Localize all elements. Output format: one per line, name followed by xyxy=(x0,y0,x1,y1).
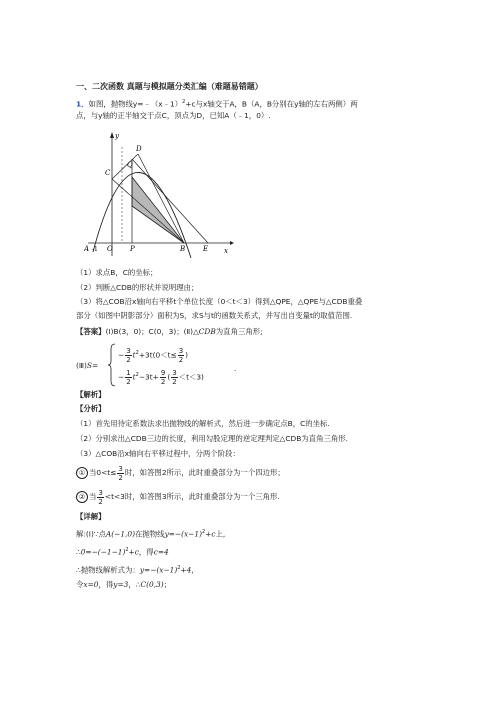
question-3-line-1: （3）将△COB沿x轴向右平移t个单位长度（0＜t＜3）得到△QPE，△QPE与△CDB重叠 xyxy=(76,297,363,306)
label-x: x xyxy=(224,247,228,255)
question-2: （2）判断△CDB的形状并说明理由； xyxy=(76,283,199,292)
detail-line-2: $\therefore 0=-(-1-1)^2+c$，得c=4 xyxy=(76,547,169,557)
label-Q: Q xyxy=(127,161,133,169)
label-D: D xyxy=(136,145,142,153)
piecewise-row-2: − $\frac{1}{2}$ $t^2-3t+$ $\frac{9}{2}$ ( $\frac{3}{2}$ ＜t＜3) xyxy=(118,368,204,386)
piecewise-row-1: − $\frac{3}{2}$ $t^2+3t(0<t\le$ $\frac{3}{2}$ ) xyxy=(118,346,189,364)
line-CD xyxy=(112,154,138,179)
x-axis-arrow xyxy=(230,241,234,245)
section-header: 一、二次函数 真题与模拟题分类汇编（难题易错题） xyxy=(76,82,263,91)
analysis-1: （1）首先用待定系数法求出抛物线的解析式，然后进一步确定点B，C的坐标. xyxy=(76,419,330,428)
analysis-tag: 【解析】 xyxy=(76,390,106,399)
stage-2-marker: ② xyxy=(76,491,88,503)
analysis-2: （2）分别求出△CDB三边的长度，利用勾股定理的逆定理判定△CDB为直角三角形. xyxy=(76,434,348,443)
label-O: O xyxy=(107,245,113,253)
parabola-figure xyxy=(84,130,234,258)
question-3-line-2: 部分（如图中阴影部分）面积为S，求S与t的函数关系式，并写出自变量t的取值范围. xyxy=(76,311,353,320)
label-y: y xyxy=(115,132,119,140)
fenxi-tag: 【分析】 xyxy=(76,404,106,413)
piecewise-period: . xyxy=(234,364,237,373)
label-E: E xyxy=(203,245,209,253)
y-axis-arrow xyxy=(110,132,114,138)
stage-1: ① 当0<t≤ $\frac{3}{2}$ 时，如答图2所示，此时重叠部分为一个四边形； xyxy=(76,464,285,482)
stage-2: ② 当 $\frac{3}{2}$ <t<3时，如答图3所示，此时重叠部分为一个三角形. xyxy=(76,488,280,506)
problem-line-2: 点，与y轴的正半轴交于点C，顶点为D，已知A（﹣1，0）. xyxy=(76,111,271,120)
label-B: B xyxy=(180,245,186,253)
problem-line-1: 1．如图，抛物线y=﹣（x﹣1）$^2$+c与x轴交于A，B（A，B分别在y轴的左右两侧）两 xyxy=(76,99,358,109)
stage-1-marker: ① xyxy=(76,467,88,479)
problem-number: 1． xyxy=(76,99,89,109)
label-P: P xyxy=(130,245,135,253)
question-1: （1）求点B，C的坐标； xyxy=(76,268,158,277)
analysis-3: （3）△COB沿x轴向右平移过程中，分两个阶段： xyxy=(76,449,240,458)
detail-tag: 【详解】 xyxy=(76,512,106,521)
answer-part-3-label: (Ⅲ)S= xyxy=(76,361,99,370)
detail-line-1: 解:(Ⅰ)∵点A(−1,0)在抛物线$y=-(x-1)^2+c$上, xyxy=(76,529,226,539)
piecewise-brace xyxy=(108,343,116,387)
answer-tag: 【答案】 xyxy=(76,327,106,336)
detail-line-4: 令x=0，得y=3，∴C(0,3)； xyxy=(76,580,172,589)
label-A: A xyxy=(84,245,90,253)
label-C: C xyxy=(105,169,111,177)
detail-line-3: ∴抛物线解析式为：$y=-(x-1)^2+4$, xyxy=(76,565,194,575)
answer-line: 【答案】(Ⅰ)B(3，0)；C(0，3)；(Ⅱ)△CDB为直角三角形; xyxy=(76,327,263,336)
shaded-overlap-region xyxy=(132,177,184,243)
label-neg1: -1 xyxy=(92,246,98,253)
